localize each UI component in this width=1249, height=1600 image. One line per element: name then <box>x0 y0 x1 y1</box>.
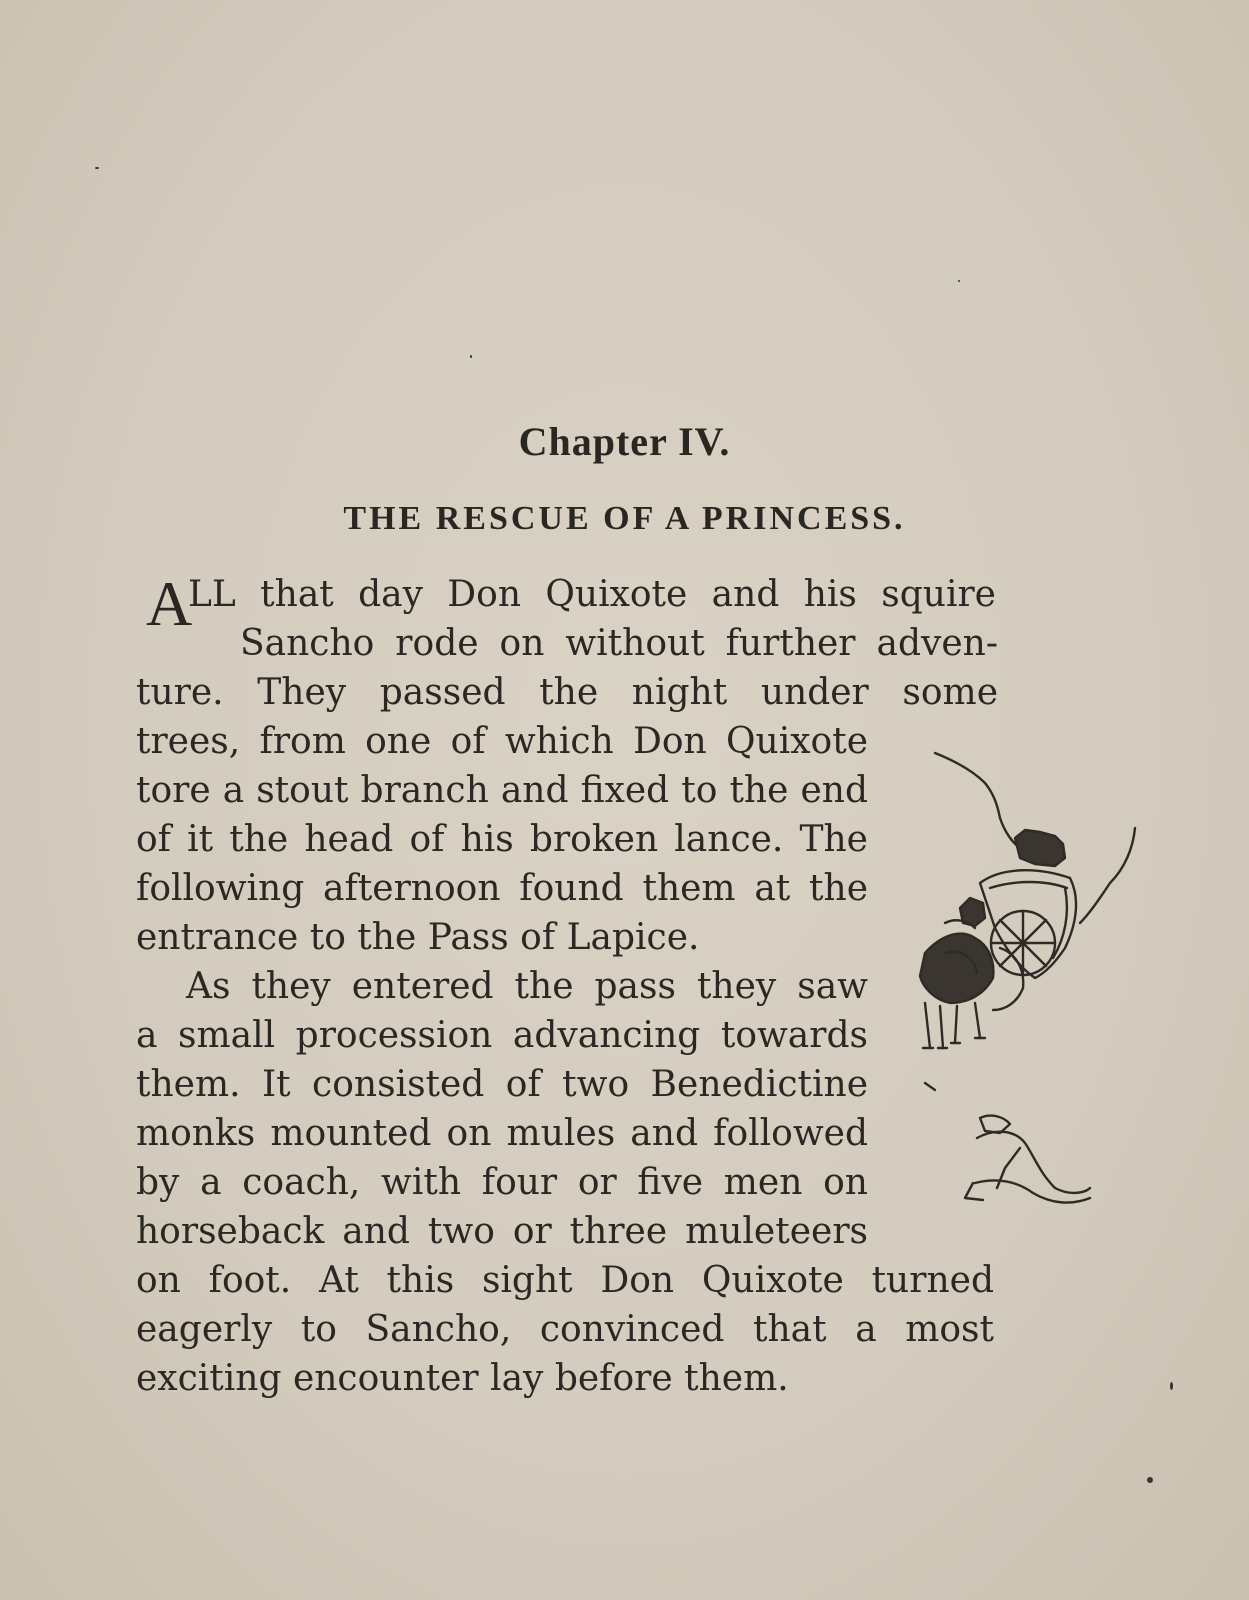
text-line: of it the head of his broken lance. The <box>136 819 868 860</box>
text-line: following afternoon found them at the <box>136 868 868 909</box>
text-line: exciting encounter lay before them. <box>136 1358 789 1399</box>
chapter-heading: Chapter IV. <box>518 419 731 464</box>
paper-speck <box>958 280 960 282</box>
drop-cap: A <box>146 568 193 639</box>
text-line: monks mounted on mules and followed <box>136 1113 868 1154</box>
text-line: tore a stout branch and fixed to the end <box>136 770 868 811</box>
chapter-title: THE RESCUE OF A PRINCESS. <box>343 500 906 537</box>
text-line: ture. They passed the night under some <box>136 672 998 713</box>
text-line: horseback and two or three muleteers <box>136 1211 868 1252</box>
text-line: trees, from one of which Don Quixote <box>136 721 868 762</box>
text-line: them. It consisted of two Benedictine <box>136 1064 868 1105</box>
paper-speck <box>1147 1477 1153 1483</box>
paper-speck <box>95 167 99 169</box>
text-line: a small procession advancing towards <box>136 1015 868 1056</box>
text-line: eagerly to Sancho, convinced that a most <box>136 1309 994 1350</box>
paper-speck <box>1170 1382 1173 1390</box>
text-line: As they entered the pass they saw <box>186 966 868 1007</box>
text-line: Sancho rode on without further adven- <box>240 623 998 664</box>
paper-speck <box>470 355 472 358</box>
coach-illustration-icon <box>905 748 1155 1238</box>
text-line: LL that day Don Quixote and his squire <box>188 574 996 615</box>
text-line: by a coach, with four or five men on <box>136 1162 868 1203</box>
text-line: entrance to the Pass of Lapice. <box>136 917 700 958</box>
text-line: on foot. At this sight Don Quixote turned <box>136 1260 994 1301</box>
chapter-body <box>136 570 1016 1403</box>
